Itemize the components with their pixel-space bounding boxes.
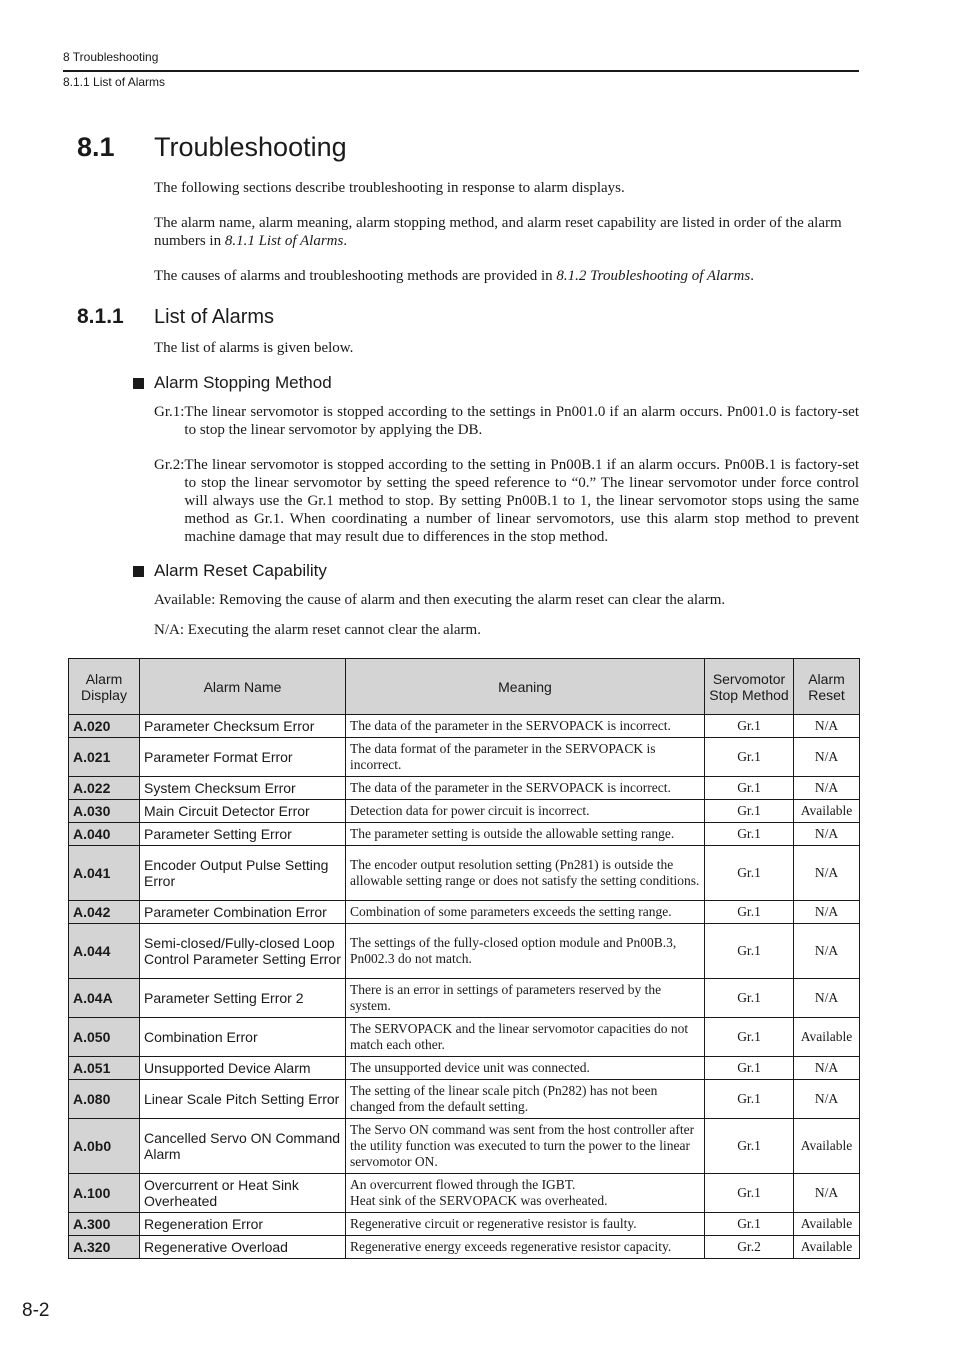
table-row — [69, 979, 860, 1018]
gr1-description: The linear servomotor is stopped according to the settings in Pn001.0 if an alarm occurs. Pn001.0 is factory-set to stop the linear servomotor by applying the DB. — [184, 404, 859, 438]
alarm-code-cell: A.050 — [69, 1018, 140, 1057]
subsection-title: List of Alarms — [154, 306, 275, 328]
table-row — [69, 738, 860, 777]
alarm-meaning-cell: The settings of the fully-closed option module and Pn00B.3, Pn002.3 do not match. — [346, 924, 705, 979]
gr1-term: Gr.1: — [154, 404, 185, 420]
alarm-meaning-cell: The data of the parameter in the SERVOPACK is incorrect. — [346, 715, 705, 738]
table-row — [69, 1080, 860, 1119]
alarm-name-cell: Cancelled Servo ON Command Alarm — [140, 1119, 346, 1174]
alarm-code-cell: A.0b0 — [69, 1119, 140, 1174]
intro-paragraph-2: The alarm name, alarm meaning, alarm stopping method, and alarm reset capability are listed in order of the alarm numbers in 8.1.1 List of Alarms. — [154, 215, 842, 249]
alarm-meaning-cell: The Servo ON command was sent from the host controller after the utility function was executed to turn the power to the linear servomotor ON. — [346, 1119, 705, 1174]
alarm-code-cell: A.044 — [69, 924, 140, 979]
alarm-name-cell: Unsupported Device Alarm — [140, 1057, 346, 1080]
alarm-meaning-cell: Regenerative energy exceeds regenerative resistor capacity. — [346, 1236, 705, 1259]
reset-na-text: N/A: Executing the alarm reset cannot clear the alarm. — [154, 622, 481, 638]
alarm-meaning-cell: The setting of the linear scale pitch (Pn282) has not been changed from the default setting. — [346, 1080, 705, 1119]
alarm-reset-cell: N/A — [794, 777, 860, 800]
alarm-reset-cell: Available — [794, 800, 860, 823]
stop-method-cell: Gr.1 — [705, 1174, 794, 1213]
alarm-code-cell: A.320 — [69, 1236, 140, 1259]
intro-paragraph-1: The following sections describe troubleshooting in response to alarm displays. — [154, 180, 625, 196]
alarm-meaning-cell: The unsupported device unit was connected. — [346, 1057, 705, 1080]
alarm-reset-cell: Available — [794, 1213, 860, 1236]
stop-method-cell: Gr.1 — [705, 823, 794, 846]
alarm-code-cell: A.020 — [69, 715, 140, 738]
table-row — [69, 1057, 860, 1080]
alarm-table — [68, 658, 860, 1259]
stop-method-cell: Gr.1 — [705, 1213, 794, 1236]
gr2-definition — [154, 456, 859, 546]
alarm-name-cell: Overcurrent or Heat Sink Overheated — [140, 1174, 346, 1213]
alarm-meaning-cell: The data of the parameter in the SERVOPACK is incorrect. — [346, 777, 705, 800]
stop-method-cell: Gr.1 — [705, 738, 794, 777]
alarm-code-cell: A.042 — [69, 901, 140, 924]
page-number: 8-2 — [22, 1300, 50, 1321]
table-row — [69, 846, 860, 901]
table-row — [69, 800, 860, 823]
stop-method-cell: Gr.1 — [705, 901, 794, 924]
stopping-method-heading: Alarm Stopping Method — [133, 373, 332, 393]
stop-method-cell: Gr.2 — [705, 1236, 794, 1259]
table-row — [69, 1018, 860, 1057]
table-row — [69, 715, 860, 738]
alarm-reset-cell: N/A — [794, 715, 860, 738]
stop-method-cell: Gr.1 — [705, 800, 794, 823]
gr2-term: Gr.2: — [154, 457, 185, 473]
alarm-code-cell: A.04A — [69, 979, 140, 1018]
alarm-code-cell: A.040 — [69, 823, 140, 846]
alarm-meaning-cell: There is an error in settings of parameters reserved by the system. — [346, 979, 705, 1018]
alarm-name-cell: Parameter Combination Error — [140, 901, 346, 924]
alarm-meaning-cell: An overcurrent flowed through the IGBT. Heat sink of the SERVOPACK was overheated. — [346, 1174, 705, 1213]
alarm-name-cell: Parameter Setting Error — [140, 823, 346, 846]
alarm-reset-cell: N/A — [794, 1174, 860, 1213]
table-row — [69, 777, 860, 800]
subsection-number: 8.1.1 — [77, 305, 124, 328]
alarm-code-cell: A.300 — [69, 1213, 140, 1236]
alarm-name-cell: Regenerative Overload — [140, 1236, 346, 1259]
gr1-definition — [154, 403, 859, 439]
alarm-code-cell: A.051 — [69, 1057, 140, 1080]
alarm-name-cell: Combination Error — [140, 1018, 346, 1057]
section-number: 8.1 — [77, 132, 115, 162]
square-bullet-icon — [133, 378, 144, 389]
table-row — [69, 924, 860, 979]
alarm-reset-cell: N/A — [794, 823, 860, 846]
stop-method-cell: Gr.1 — [705, 1057, 794, 1080]
alarm-name-cell: Parameter Setting Error 2 — [140, 979, 346, 1018]
column-header-stop-method: Servomotor Stop Method — [705, 659, 794, 715]
table-row — [69, 1236, 860, 1259]
column-header-meaning: Meaning — [346, 659, 705, 715]
alarm-reset-cell: N/A — [794, 924, 860, 979]
header-section: 8.1.1 List of Alarms — [63, 75, 166, 89]
alarm-name-cell: Parameter Format Error — [140, 738, 346, 777]
intro-paragraph-3: The causes of alarms and troubleshooting methods are provided in 8.1.2 Troubleshooting of Alarms. — [154, 268, 754, 284]
alarm-code-cell: A.022 — [69, 777, 140, 800]
stop-method-cell: Gr.1 — [705, 924, 794, 979]
stop-method-cell: Gr.1 — [705, 1119, 794, 1174]
stop-method-cell: Gr.1 — [705, 777, 794, 800]
cross-reference: 8.1.2 Troubleshooting of Alarms — [556, 268, 751, 284]
column-header-alarm-display: Alarm Display — [69, 659, 140, 715]
alarm-reset-cell: N/A — [794, 846, 860, 901]
square-bullet-icon — [133, 566, 144, 577]
alarm-meaning-cell: Regenerative circuit or regenerative resistor is faulty. — [346, 1213, 705, 1236]
table-row — [69, 1213, 860, 1236]
alarm-reset-cell: Available — [794, 1236, 860, 1259]
alarm-reset-cell: N/A — [794, 738, 860, 777]
alarm-meaning-cell: The parameter setting is outside the allowable setting range. — [346, 823, 705, 846]
stop-method-cell: Gr.1 — [705, 1018, 794, 1057]
alarm-name-cell: Main Circuit Detector Error — [140, 800, 346, 823]
alarm-reset-cell: N/A — [794, 979, 860, 1018]
reset-capability-heading: Alarm Reset Capability — [133, 561, 327, 581]
column-header-alarm-reset: Alarm Reset — [794, 659, 860, 715]
alarm-reset-cell: Available — [794, 1119, 860, 1174]
stop-method-cell: Gr.1 — [705, 1080, 794, 1119]
gr2-description: The linear servomotor is stopped according to the setting in Pn00B.1 if an alarm occurs. Pn00B.1 is factory-set to stop the linear servomotor by setting the speed reference to “0.” The linear servomotor under force control will always use the Gr.1 method to stop. By setting Pn00B.1 to 1, the linear servomotor stops using the same method as Gr.1. When coordinating a number of linear servomotors, use this alarm stop method to prevent machine damage that may result due to differences in the stop method. — [184, 457, 859, 545]
alarm-reset-cell: N/A — [794, 901, 860, 924]
alarm-code-cell: A.041 — [69, 846, 140, 901]
alarm-code-cell: A.100 — [69, 1174, 140, 1213]
stop-method-cell: Gr.1 — [705, 715, 794, 738]
running-header — [63, 50, 859, 90]
stop-method-cell: Gr.1 — [705, 846, 794, 901]
table-row — [69, 901, 860, 924]
alarm-table-body — [69, 715, 860, 1259]
alarm-code-cell: A.030 — [69, 800, 140, 823]
subsection-heading — [77, 305, 274, 329]
table-row — [69, 823, 860, 846]
alarm-name-cell: Parameter Checksum Error — [140, 715, 346, 738]
alarm-code-cell: A.080 — [69, 1080, 140, 1119]
column-header-alarm-name: Alarm Name — [140, 659, 346, 715]
reset-available-text: Available: Removing the cause of alarm and then executing the alarm reset can clear the alarm. — [154, 592, 726, 608]
cross-reference: 8.1.1 List of Alarms — [224, 233, 344, 249]
alarm-meaning-cell: Detection data for power circuit is incorrect. — [346, 800, 705, 823]
table-row — [69, 1119, 860, 1174]
header-rule — [63, 70, 859, 72]
alarm-meaning-cell: The data format of the parameter in the SERVOPACK is incorrect. — [346, 738, 705, 777]
section-heading — [77, 132, 347, 163]
section-title: Troubleshooting — [154, 132, 347, 162]
alarm-name-cell: Regeneration Error — [140, 1213, 346, 1236]
table-row — [69, 1174, 860, 1213]
alarm-reset-cell: Available — [794, 1018, 860, 1057]
alarm-name-cell: Encoder Output Pulse Setting Error — [140, 846, 346, 901]
header-chapter: 8 Troubleshooting — [63, 50, 159, 64]
alarm-meaning-cell: Combination of some parameters exceeds the setting range. — [346, 901, 705, 924]
alarm-name-cell: Linear Scale Pitch Setting Error — [140, 1080, 346, 1119]
alarm-code-cell: A.021 — [69, 738, 140, 777]
table-header-row — [69, 659, 860, 715]
alarm-meaning-cell: The encoder output resolution setting (Pn281) is outside the allowable setting range or does not satisfy the setting conditions. — [346, 846, 705, 901]
alarm-reset-cell: N/A — [794, 1080, 860, 1119]
alarm-meaning-cell: The SERVOPACK and the linear servomotor capacities do not match each other. — [346, 1018, 705, 1057]
subsection-intro: The list of alarms is given below. — [154, 340, 354, 356]
stop-method-cell: Gr.1 — [705, 979, 794, 1018]
alarm-name-cell: Semi-closed/Fully-closed Loop Control Parameter Setting Error — [140, 924, 346, 979]
alarm-name-cell: System Checksum Error — [140, 777, 346, 800]
alarm-reset-cell: N/A — [794, 1057, 860, 1080]
